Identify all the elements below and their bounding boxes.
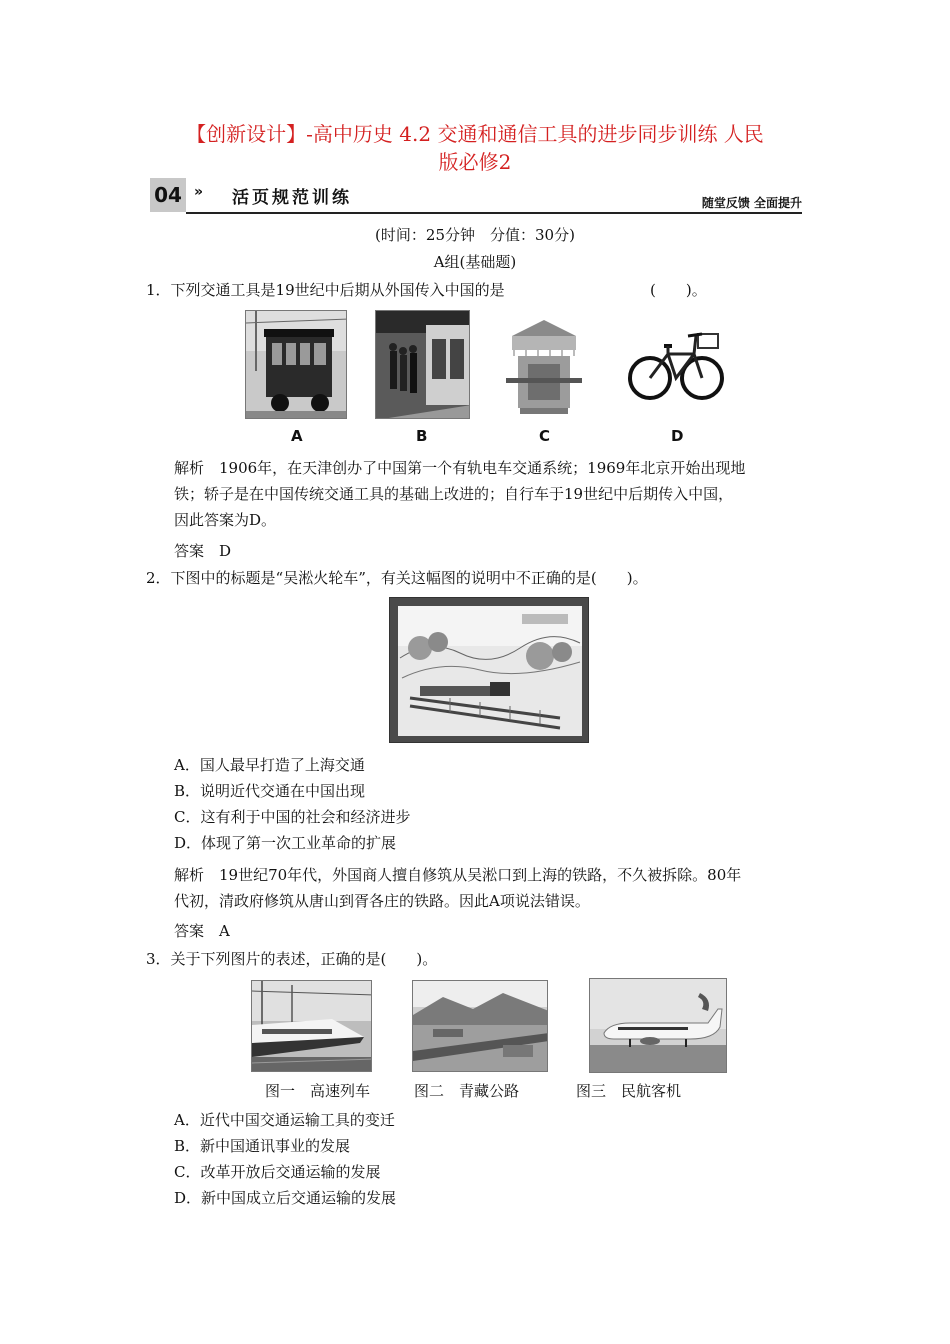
question-1-blank: ( )。 [650, 281, 707, 299]
bicycle-image [628, 320, 724, 410]
group-heading: A组(基础题) [433, 253, 517, 271]
question-3-options [174, 1107, 396, 1211]
option-b-label: B [416, 427, 428, 445]
option-c-label: C [539, 427, 551, 445]
question-2-analysis [174, 862, 741, 914]
section-number: 04 [150, 178, 186, 212]
high-speed-train-photo [251, 980, 372, 1072]
section-name: 活页规范训练 [232, 188, 352, 208]
title-line-2: 版必修2 [438, 150, 512, 174]
title-line-1: 【创新设计】-高中历史 4.2 交通和通信工具的进步同步训练 人民 [186, 122, 764, 146]
question-1-answer: 答案 D [174, 542, 232, 560]
caption-figure-3: 图三 民航客机 [576, 1082, 682, 1100]
section-banner [150, 178, 802, 214]
option-b: B．说明近代交通在中国出现 [174, 782, 366, 800]
analysis-line: 解析 1906年，在天津创办了中国第一个有轨电车交通系统；1969年北京开始出现地 [174, 459, 746, 477]
analysis-line: 铁；轿子是在中国传统交通工具的基础上改进的；自行车于19世纪中后期传入中国， [174, 485, 734, 503]
qinghai-tibet-road-photo [412, 980, 548, 1072]
banner-divider [186, 212, 802, 214]
question-2-options [174, 752, 410, 856]
airliner-photo [589, 978, 727, 1073]
section-slogan: 随堂反馈 全面提升 [701, 196, 802, 210]
option-b: B．新中国通讯事业的发展 [174, 1137, 351, 1155]
question-1-text: 1．下列交通工具是19世纪中后期从外国传入中国的是 [146, 281, 505, 299]
option-c: C．改革开放后交通运输的发展 [174, 1163, 381, 1181]
wusong-train-illustration [389, 597, 589, 743]
question-3-stem: 3．关于下列图片的表述，正确的是( )。 [146, 950, 438, 968]
tram-photo [245, 310, 347, 419]
question-1-analysis [174, 455, 745, 533]
analysis-line: 因此答案为D。 [174, 511, 277, 529]
option-a-label: A [291, 427, 303, 445]
option-d: D．体现了第一次工业革命的扩展 [174, 834, 397, 852]
double-arrow-icon: » [194, 184, 204, 200]
analysis-line: 解析 19世纪70年代，外国商人擅自修筑从吴淞口到上海的铁路，不久被拆除。80年 [174, 866, 742, 884]
analysis-line: 代初，清政府修筑从唐山到胥各庄的铁路。因此A项说法错误。 [174, 892, 590, 910]
option-a: A．近代中国交通运输工具的变迁 [174, 1111, 395, 1129]
subway-photo [375, 310, 470, 419]
option-a: A．国人最早打造了上海交通 [174, 756, 365, 774]
caption-figure-2: 图二 青藏公路 [414, 1082, 520, 1100]
question-1-stem [146, 279, 505, 300]
caption-figure-1: 图一 高速列车 [265, 1082, 371, 1100]
question-2-stem: 2．下图中的标题是“吴淞火轮车”，有关这幅图的说明中不正确的是( )。 [146, 569, 648, 587]
question-2-answer: 答案 A [174, 922, 230, 940]
option-d-label: D [671, 427, 684, 445]
option-c: C．这有利于中国的社会和经济进步 [174, 808, 411, 826]
time-info: (时间：25分钟 分值：30分) [375, 226, 575, 244]
document-title [0, 120, 950, 176]
sedan-chair-image [506, 318, 582, 418]
option-d: D．新中国成立后交通运输的发展 [174, 1189, 397, 1207]
